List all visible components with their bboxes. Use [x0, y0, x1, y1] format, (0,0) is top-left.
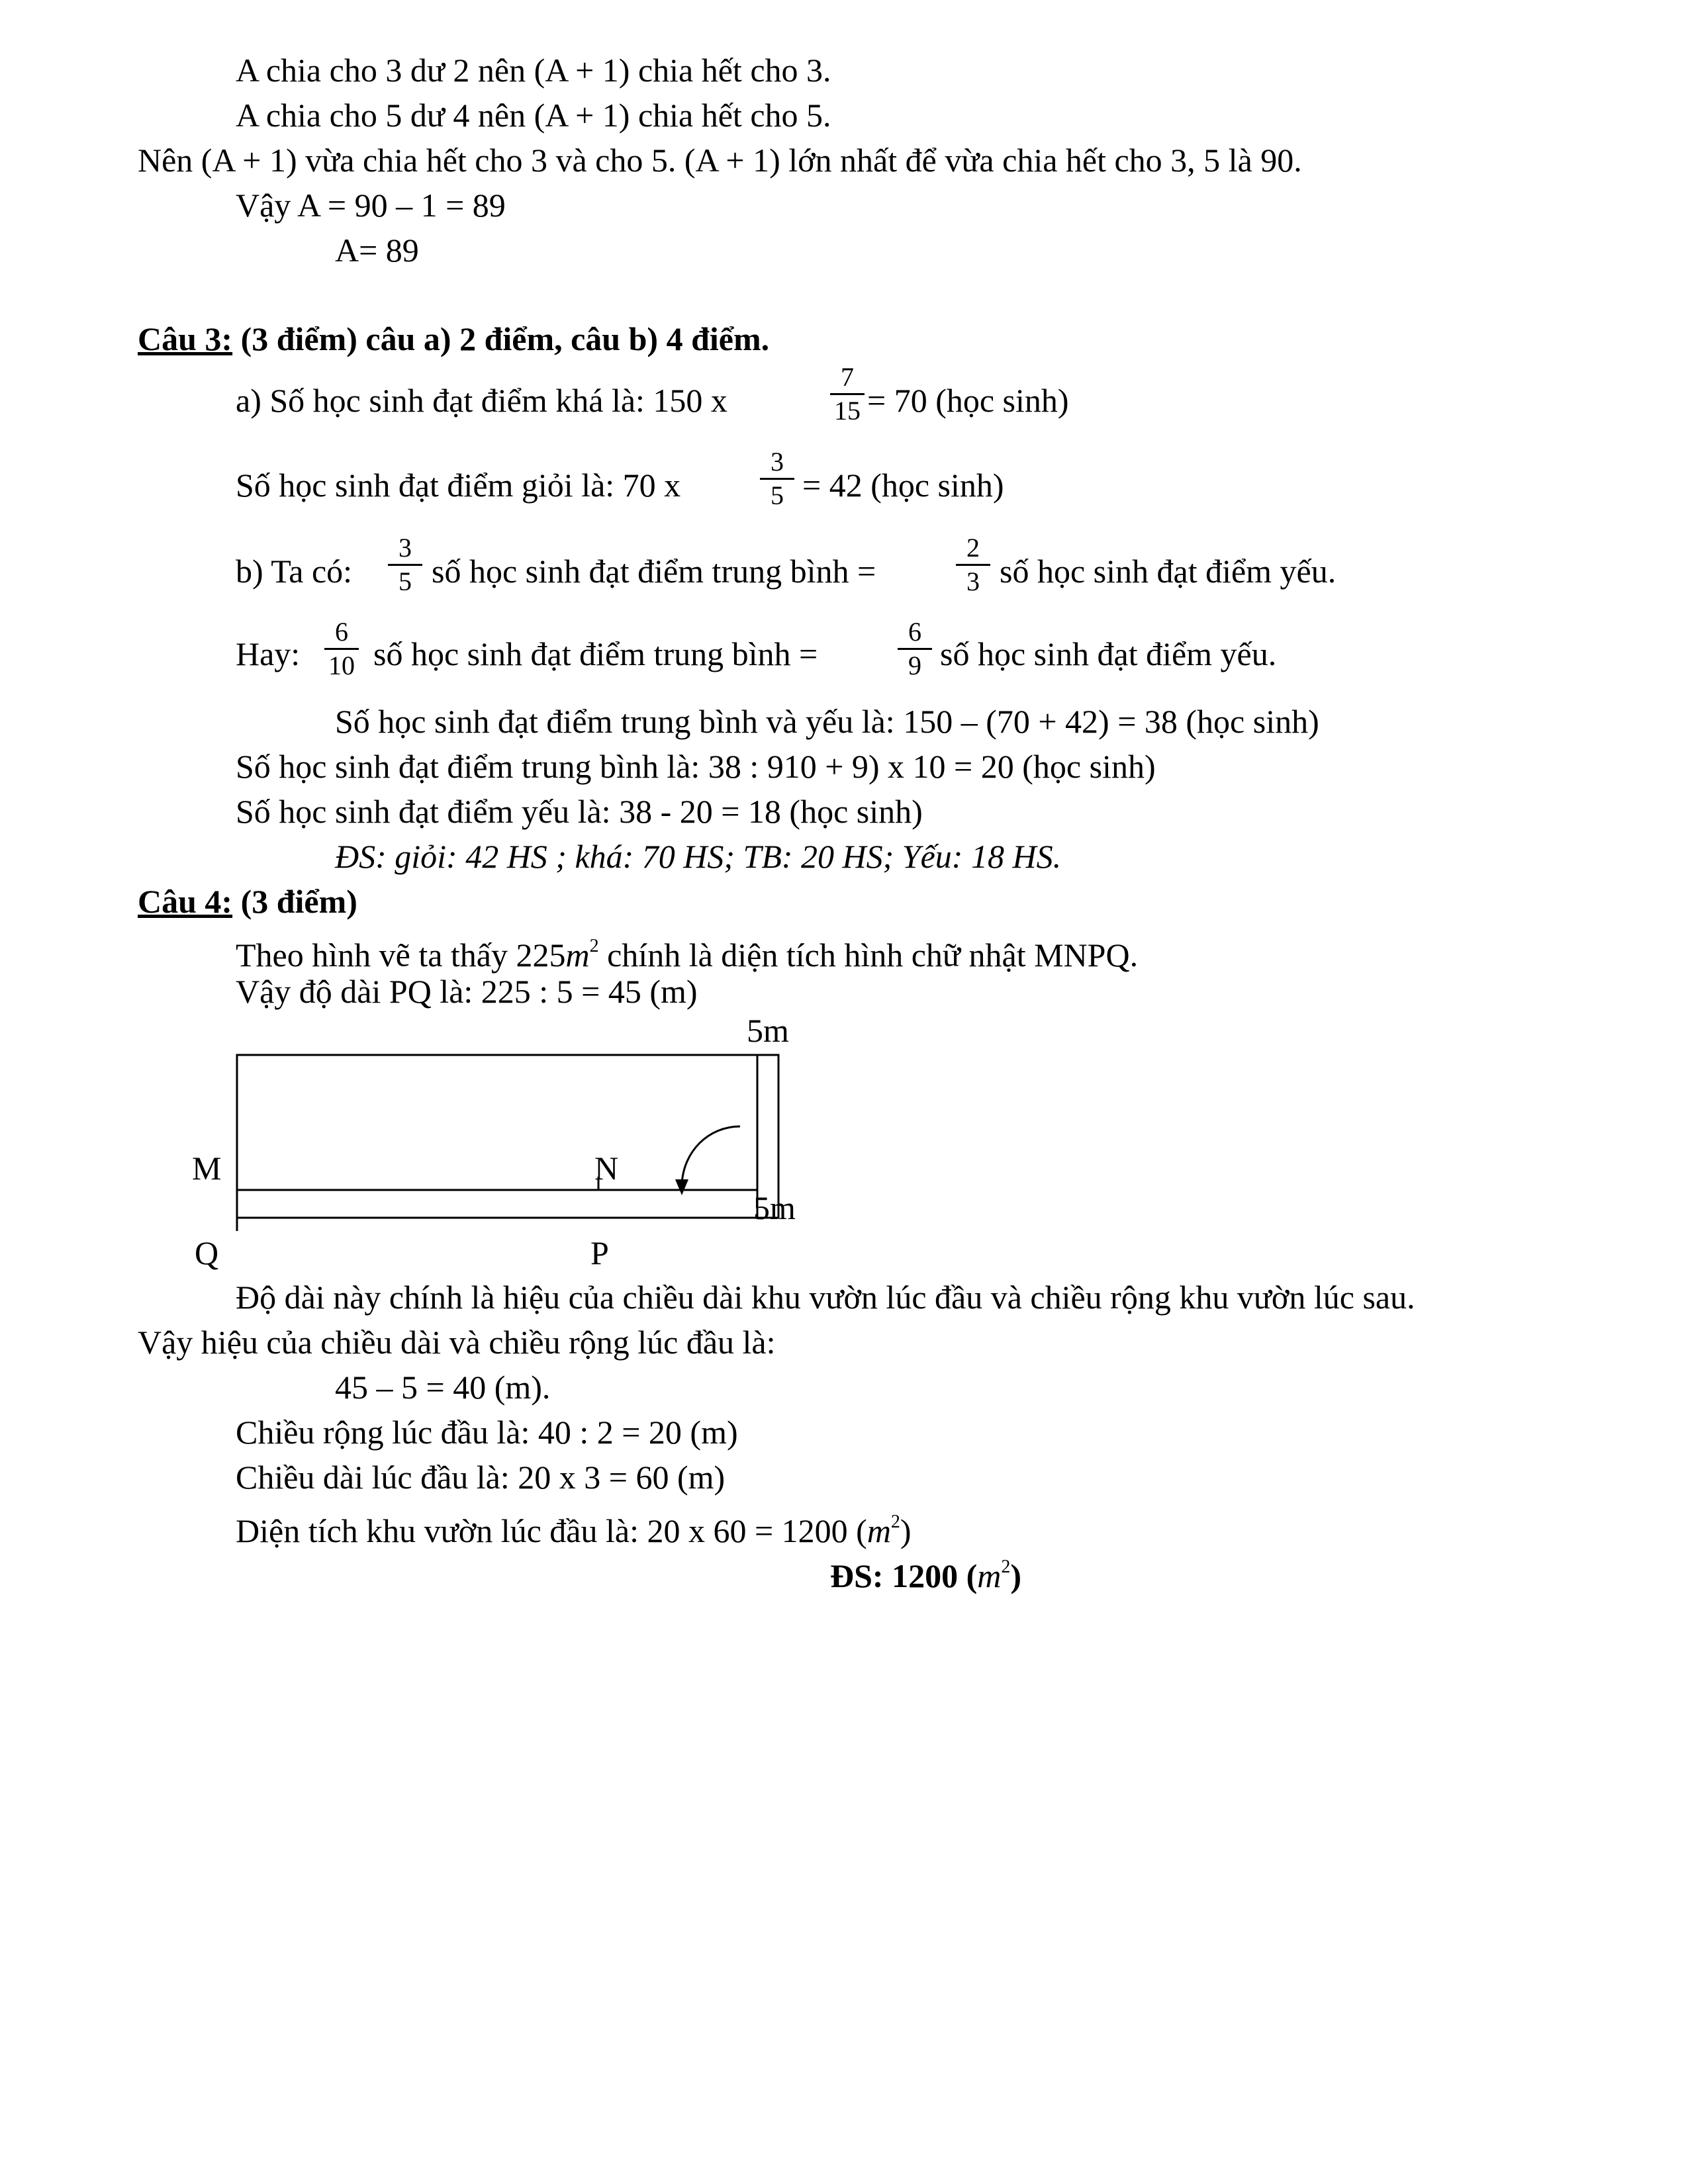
label-top-5m: 5m	[747, 1012, 789, 1049]
fraction: 6 9	[895, 617, 935, 680]
text-line: Vậy độ dài PQ là: 225 : 5 = 45 (m)	[236, 973, 698, 1010]
outer-rectangle	[237, 1055, 778, 1218]
q3-b1-end: số học sinh đạt điểm yếu.	[1000, 553, 1336, 590]
fraction: 6 10	[322, 617, 361, 680]
text-line: Độ dài này chính là hiệu của chiều dài khu vườn lúc đầu và chiều rộng khu vườn lúc sau.	[236, 1279, 1415, 1316]
q3-b2-mid: số học sinh đạt điểm trung bình =	[373, 635, 818, 672]
question-3-heading: Câu 3: (3 điểm) câu a) 2 điểm, câu b) 4 điểm.	[138, 320, 770, 357]
fraction: 3 5	[757, 447, 797, 510]
text-line: A chia cho 3 dư 2 nên (A + 1) chia hết cho 3.	[236, 52, 831, 89]
text-line: A chia cho 5 dư 4 nên (A + 1) chia hết cho 5.	[236, 97, 831, 134]
q3-b2-text: Hay:	[236, 635, 301, 672]
text-line: Nên (A + 1) vừa chia hết cho 3 và cho 5. (A + 1) lớn nhất để vừa chia hết cho 3, 5 là 90.	[138, 142, 1302, 179]
q3-a2-text: Số học sinh đạt điểm giỏi là: 70 x	[236, 467, 681, 504]
q4-line1: Theo hình vẽ ta thấy $225m^2$ chính là diện tích hình chữ nhật MNPQ.	[236, 936, 1139, 974]
label-p: P	[590, 1234, 609, 1271]
q3-answer: ĐS: giỏi: 42 HS ; khá: 70 HS; TB: 20 HS; Yếu: 18 HS.	[335, 838, 1062, 875]
q4-final-answer: ĐS: 1200 $(m^2)$	[830, 1557, 1021, 1594]
label-n: N	[594, 1150, 619, 1187]
fraction: 7 15	[827, 363, 867, 426]
text-line: Số học sinh đạt điểm yếu là: 38 - 20 = 18 (học sinh)	[236, 793, 923, 830]
text-line: Chiều dài lúc đầu là: 20 x 3 = 60 (m)	[236, 1459, 726, 1496]
text-line: Vậy A = 90 – 1 = 89	[236, 187, 506, 224]
fraction: 3 5	[385, 533, 425, 596]
q3-b2-end: số học sinh đạt điểm yếu.	[940, 635, 1277, 672]
label-m: M	[192, 1150, 222, 1187]
text-line: Số học sinh đạt điểm trung bình là: 38 : 910 + 9) x 10 = 20 (học sinh)	[236, 748, 1156, 785]
q3-a1-result: = 70 (học sinh)	[867, 382, 1069, 419]
q3-a1-text: a) Số học sinh đạt điểm khá là: 150 x	[236, 382, 727, 419]
fraction: 2 3	[953, 533, 993, 596]
rotate-arrow-arc	[682, 1126, 740, 1185]
q3-b1-mid: số học sinh đạt điểm trung bình =	[432, 553, 876, 590]
question-4-heading: Câu 4: (3 điểm)	[138, 883, 357, 920]
q3-a2-result: = 42 (học sinh)	[802, 467, 1004, 504]
label-side-5m: 5m	[753, 1189, 796, 1226]
text-line: Số học sinh đạt điểm trung bình và yếu là: 150 – (70 + 42) = 38 (học sinh)	[335, 703, 1319, 740]
q4-area-line: Diện tích khu vườn lúc đầu là: 20 x 60 = 1200 $(m^2)$	[236, 1512, 912, 1549]
text-line: 45 – 5 = 40 (m).	[335, 1369, 551, 1406]
text-line: Chiều rộng lúc đầu là: 40 : 2 = 20 (m)	[236, 1414, 738, 1451]
rotate-arrow-head	[675, 1179, 688, 1195]
q3-b1-text: b) Ta có:	[236, 553, 353, 590]
text-line: A= 89	[335, 232, 419, 269]
label-q: Q	[195, 1234, 219, 1271]
text-line: Vậy hiệu của chiều dài và chiều rộng lúc đầu là:	[138, 1324, 776, 1361]
